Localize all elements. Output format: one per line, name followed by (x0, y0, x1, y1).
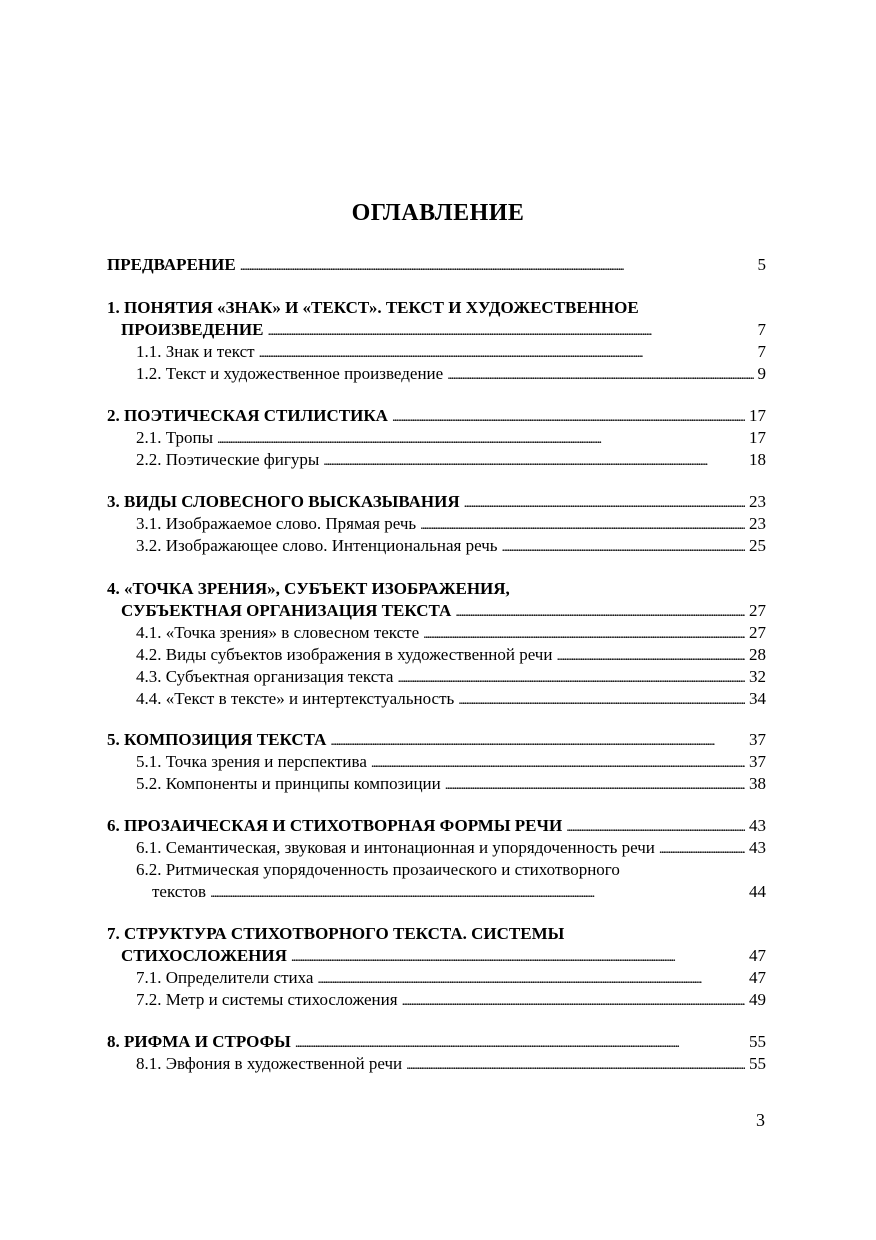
dot-leader (455, 600, 745, 622)
toc-subsection-5-1[interactable] (136, 751, 766, 773)
toc-entry-title: 6.1. Семантическая, звуковая и интонационная и упорядоченность речи (136, 838, 655, 857)
toc-entry-title: СУБЪЕКТНАЯ ОРГАНИЗАЦИЯ ТЕКСТА (121, 601, 452, 620)
dot-leader (464, 491, 745, 513)
dot-leader (317, 967, 745, 989)
toc-subsection-4-1[interactable] (136, 622, 766, 644)
toc-entry-title: 2.2. Поэтические фигуры (136, 450, 320, 469)
toc-subsection-3-2[interactable] (136, 535, 766, 557)
toc-entry-page: 18 (749, 450, 766, 469)
toc-entry-page: 23 (749, 492, 766, 511)
toc-entry-title: текстов (152, 882, 207, 901)
toc-entry-page: 37 (749, 752, 766, 771)
toc-entry-title: 2.1. Тропы (136, 428, 214, 447)
dot-leader (458, 688, 745, 710)
toc-entry-preface[interactable] (107, 254, 766, 276)
toc-subsection-5-2[interactable] (136, 773, 766, 795)
toc-entry-page: 55 (749, 1032, 766, 1051)
toc-entry-title: 3. ВИДЫ СЛОВЕСНОГО ВЫСКАЗЫВАНИЯ (107, 492, 460, 511)
dot-leader (447, 363, 753, 385)
dot-leader (392, 405, 745, 427)
toc-entry-page: 27 (749, 601, 766, 620)
dot-leader (371, 751, 745, 773)
toc-entry-title: 8. РИФМА И СТРОФЫ (107, 1032, 291, 1051)
toc-entry-page: 9 (757, 364, 766, 383)
toc-subsection-8-1[interactable] (136, 1053, 766, 1075)
toc-entry-page: 28 (749, 645, 766, 664)
toc-entry-page: 49 (749, 990, 766, 1009)
dot-leader (423, 622, 745, 644)
toc-entry-page: 7 (757, 342, 766, 361)
toc-entry-title: 4.1. «Точка зрения» в словесном тексте (136, 623, 420, 642)
dot-leader (502, 535, 745, 557)
dot-leader (406, 1053, 745, 1075)
toc-section-1[interactable] (121, 319, 766, 341)
toc-entry-title: 4.4. «Текст в тексте» и интертекстуальность (136, 689, 455, 708)
toc-subsection-7-1[interactable] (136, 967, 766, 989)
toc-entry-page: 43 (749, 816, 766, 835)
toc-subsection-3-1[interactable] (136, 513, 766, 535)
dot-leader (659, 837, 745, 859)
toc-entry-title: 1. ПОНЯТИЯ «ЗНАК» И «ТЕКСТ». ТЕКСТ И ХУДОЖЕСТВЕННОЕ (107, 298, 639, 317)
toc-entry-title: СТИХОСЛОЖЕНИЯ (121, 946, 287, 965)
toc-entry-page: 37 (749, 730, 766, 749)
toc-entry-title: 7.1. Определители стиха (136, 968, 314, 987)
toc-entry-page: 34 (749, 689, 766, 708)
toc-entry-page: 23 (749, 514, 766, 533)
dot-leader (402, 989, 745, 1011)
toc-section-3[interactable] (107, 491, 766, 513)
toc-subsection-6-2[interactable] (152, 881, 766, 903)
dot-leader (566, 815, 745, 837)
toc-entry-page: 55 (749, 1054, 766, 1073)
dot-leader (267, 319, 753, 341)
toc-entry-title: 6.2. Ритмическая упорядоченность прозаического и стихотворного (136, 860, 620, 879)
toc-entry-title: 7.2. Метр и системы стихосложения (136, 990, 398, 1009)
toc-section-7[interactable] (121, 945, 766, 967)
dot-leader (323, 449, 745, 471)
toc-section-4-line1[interactable] (107, 578, 766, 600)
toc-subsection-4-4[interactable] (136, 688, 766, 710)
toc-entry-page: 5 (757, 255, 766, 274)
toc-subsection-4-2[interactable] (136, 644, 766, 666)
toc-entry-page: 44 (749, 882, 766, 901)
toc-subsection-4-3[interactable] (136, 666, 766, 688)
dot-leader (240, 254, 754, 276)
toc-entry-page: 27 (749, 623, 766, 642)
dot-leader (397, 666, 745, 688)
page-number: 3 (756, 1110, 765, 1130)
toc-subsection-1-1[interactable] (136, 341, 766, 363)
page-title: ОГЛАВЛЕНИЕ (351, 200, 525, 226)
toc-entry-title: 6. ПРОЗАИЧЕСКАЯ И СТИХОТВОРНАЯ ФОРМЫ РЕЧИ (107, 816, 563, 835)
toc-entry-title: 1.1. Знак и текст (136, 342, 255, 361)
toc-entry-title: 4.2. Виды субъектов изображения в художественной речи (136, 645, 553, 664)
toc-section-5[interactable] (107, 729, 766, 751)
dot-leader (556, 644, 745, 666)
toc-entry-page: 25 (749, 536, 766, 555)
dot-leader (291, 945, 745, 967)
toc-subsection-2-1[interactable] (136, 427, 766, 449)
dot-leader (330, 729, 745, 751)
toc-subsection-2-2[interactable] (136, 449, 766, 471)
toc-entry-title: ПРЕДВАРЕНИЕ (107, 255, 236, 274)
toc-entry-title: 3.2. Изображающее слово. Интенциональная речь (136, 536, 498, 555)
toc-entry-title: ПРОИЗВЕДЕНИЕ (121, 320, 264, 339)
toc-subsection-6-1[interactable] (136, 837, 766, 859)
dot-leader (259, 341, 754, 363)
dot-leader (217, 427, 745, 449)
toc-section-7-line1[interactable] (107, 923, 766, 945)
toc-entry-page: 17 (749, 406, 766, 425)
toc-subsection-1-2[interactable] (136, 363, 766, 385)
dot-leader (445, 773, 745, 795)
toc-entry-page: 47 (749, 968, 766, 987)
toc-section-2[interactable] (107, 405, 766, 427)
toc-entry-title: 3.1. Изображаемое слово. Прямая речь (136, 514, 417, 533)
dot-leader (295, 1031, 745, 1053)
toc-entry-title: 5.1. Точка зрения и перспектива (136, 752, 367, 771)
toc-entry-page: 17 (749, 428, 766, 447)
toc-entry-title: 4. «ТОЧКА ЗРЕНИЯ», СУБЪЕКТ ИЗОБРАЖЕНИЯ, (107, 579, 510, 598)
dot-leader (420, 513, 745, 535)
toc-subsection-7-2[interactable] (136, 989, 766, 1011)
toc-subsection-6-2-line1[interactable] (136, 859, 766, 881)
toc-entry-title: 8.1. Эвфония в художественной речи (136, 1054, 403, 1073)
toc-section-4[interactable] (121, 600, 766, 622)
toc-entry-title: 5.2. Компоненты и принципы композиции (136, 774, 441, 793)
toc-entry-page: 32 (749, 667, 766, 686)
toc-section-6[interactable] (107, 815, 766, 837)
toc-entry-page: 47 (749, 946, 766, 965)
toc-entry-title: 5. КОМПОЗИЦИЯ ТЕКСТА (107, 730, 327, 749)
toc-entry-page: 7 (757, 320, 766, 339)
toc-entry-title: 4.3. Субъектная организация текста (136, 667, 394, 686)
toc-entry-title: 1.2. Текст и художественное произведение (136, 364, 444, 383)
toc-section-1-line1[interactable] (107, 297, 766, 319)
toc-section-8[interactable] (107, 1031, 766, 1053)
toc-entry-page: 43 (749, 838, 766, 857)
dot-leader (210, 881, 745, 903)
toc-entry-title: 7. СТРУКТУРА СТИХОТВОРНОГО ТЕКСТА. СИСТЕМЫ (107, 924, 565, 943)
toc-entry-page: 38 (749, 774, 766, 793)
toc-entry-title: 2. ПОЭТИЧЕСКАЯ СТИЛИСТИКА (107, 406, 388, 425)
